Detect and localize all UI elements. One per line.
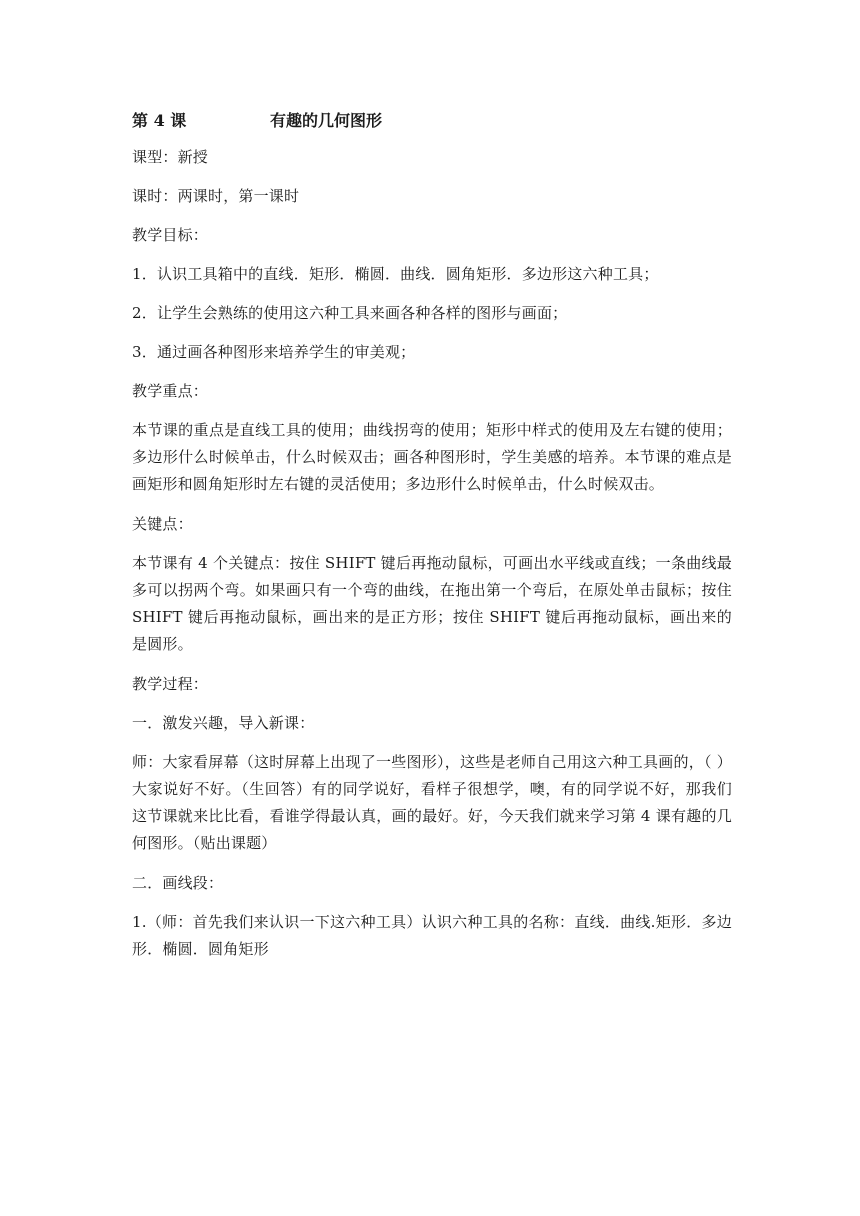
document-body — [132, 104, 732, 976]
objective-3: 3．通过画各种图形来培养学生的审美观； — [132, 343, 416, 361]
key-points-text: 本节课的重点是直线工具的使用；曲线拐弯的使用；矩形中样式的使用及左右键的使用；多边形什么时候单击，什么时候双击；画各种图形时，学生美感的培养。本节课的难点是画矩形和圆角矩形时左右键的灵活使用；多边形什么时候单击，什么时候双击。 — [132, 421, 732, 493]
lesson-type: 课型：新授 — [132, 148, 209, 166]
critical-points-heading: 关键点： — [132, 515, 193, 533]
lesson-hours: 课时：两课时，第一课时 — [132, 187, 300, 205]
lesson-name: 有趣的几何图形 — [270, 111, 383, 130]
section-1-text: 师：大家看屏幕（这时屏幕上出现了一些图形），这些是老师自己用这六种工具画的，（ ）大家说好不好。（生回答）有的同学说好，看样子很想学，噢，有的同学说不好，那我们这节课就来比比看，看谁学得最认真，画的最好。好，今天我们就来学习第 4 课有趣的几何图形。（贴出课题） — [132, 753, 732, 852]
lesson-title — [132, 104, 732, 138]
objectives-heading: 教学目标： — [132, 226, 209, 244]
section-1-heading: 一．激发兴趣，导入新课： — [132, 714, 315, 732]
objective-1: 1．认识工具箱中的直线．矩形．椭圆．曲线．圆角矩形．多边形这六种工具； — [132, 265, 659, 283]
section-2-step-1: 1.（师：首先我们来认识一下这六种工具）认识六种工具的名称：直线．曲线.矩形．多边形．椭圆．圆角矩形 — [132, 913, 732, 958]
key-points-heading: 教学重点： — [132, 382, 209, 400]
lesson-number: 第 4 课 — [132, 111, 187, 130]
objective-2: 2．让学生会熟练的使用这六种工具来画各种各样的图形与画面； — [132, 304, 568, 322]
section-2-heading: 二．画线段： — [132, 874, 224, 892]
critical-points-text: 本节课有 4 个关键点：按住 SHIFT 键后再拖动鼠标，可画出水平线或直线；一条曲线最多可以拐两个弯。如果画只有一个弯的曲线，在拖出第一个弯后，在原处单击鼠标；按住 SHIFT 键后再拖动鼠标，画出来的是正方形；按住 SHIFT 键后再拖动鼠标，画出来的是圆形。 — [132, 554, 732, 653]
process-heading: 教学过程： — [132, 675, 209, 693]
